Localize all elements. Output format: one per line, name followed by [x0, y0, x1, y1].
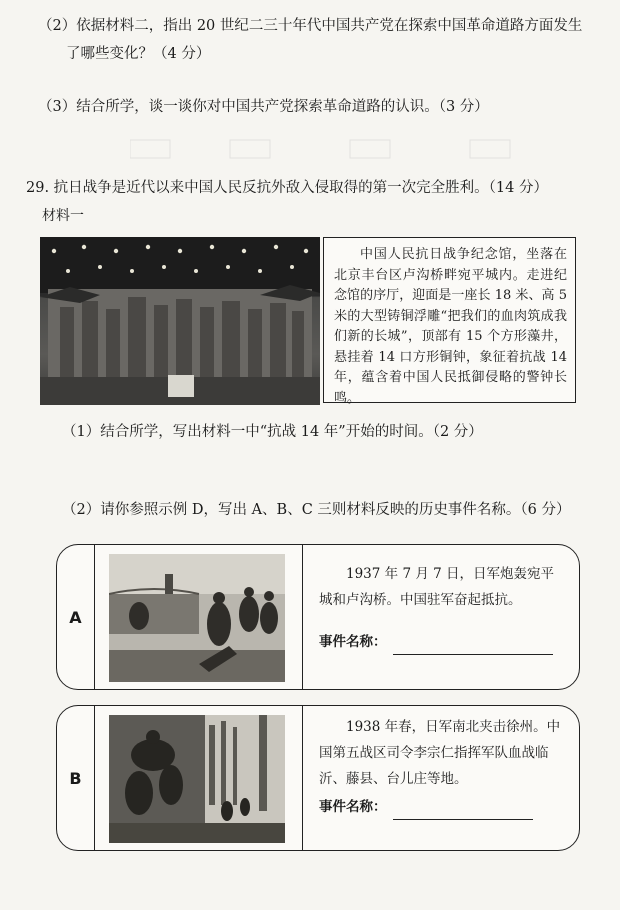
event-name-answer-blank[interactable]: [393, 636, 553, 655]
question-2-line-2: 了哪些变化？（4 分）: [66, 46, 211, 62]
lugou-bridge-photo-illustration: [109, 554, 285, 682]
material-card-b: [56, 705, 580, 851]
card-letter: B: [57, 706, 95, 850]
xuzhou-battle-photo-illustration: [109, 715, 285, 843]
event-name-row: [319, 794, 567, 820]
card-letter: A: [57, 545, 95, 689]
material-card-a: [56, 544, 580, 690]
lugou-bridge-photo: [109, 554, 285, 682]
event-name-row: [319, 629, 567, 655]
material-1-text: 中国人民抗日战争纪念馆，坐落在北京丰台区卢沟桥畔宛平城内。走进纪念馆的序厅，迎面是一座长 18 米、高 5 米的大型铸铜浮雕“把我们的血肉筑成我们新的长城”，顶部有 15 个方形藻井，悬挂着 14 口方形铜钟，象征着抗战 14 年，蕴含着中国人民抵御侵略的警钟长鸣。: [323, 237, 576, 403]
question-2-line-1: （2）依据材料二，指出 20 世纪二三十年代中国共产党在探索中国革命道路方面发生: [38, 18, 583, 34]
event-name-answer-blank[interactable]: [393, 801, 533, 820]
bleed-through-boxes: [130, 138, 550, 162]
card-text-block: [319, 714, 567, 820]
event-name-label: 事件名称：: [319, 799, 387, 815]
card-description: 1937 年 7 月 7 日，日军炮轰宛平城和卢沟桥。中国驻军奋起抵抗。: [319, 566, 554, 608]
card-text-block: [319, 561, 567, 655]
sub-question-2: （2）请你参照示例 D，写出 A、B、C 三则材料反映的历史事件名称。（6 分）: [62, 502, 571, 518]
memorial-hall-photo-illustration: [40, 237, 320, 405]
material-1-label: 材料一: [42, 208, 84, 224]
card-divider: [302, 706, 303, 850]
card-description: 1938 年春，日军南北夹击徐州。中国第五战区司令李宗仁指挥军队血战临沂、藤县、台儿庄等地。: [319, 719, 561, 787]
material-1: [40, 237, 576, 405]
memorial-hall-photo: [40, 237, 320, 405]
card-divider: [302, 545, 303, 689]
question-29: 29. 抗日战争是近代以来中国人民反抗外敌入侵取得的第一次完全胜利。（14 分）: [26, 180, 548, 196]
sub-question-1: （1）结合所学，写出材料一中“抗战 14 年”开始的时间。（2 分）: [62, 424, 483, 440]
question-3: （3）结合所学，谈一谈你对中国共产党探索革命道路的认识。（3 分）: [38, 99, 489, 115]
event-name-label: 事件名称：: [319, 634, 387, 650]
bleed-through-text: [130, 138, 550, 166]
xuzhou-battle-photo: [109, 715, 285, 843]
